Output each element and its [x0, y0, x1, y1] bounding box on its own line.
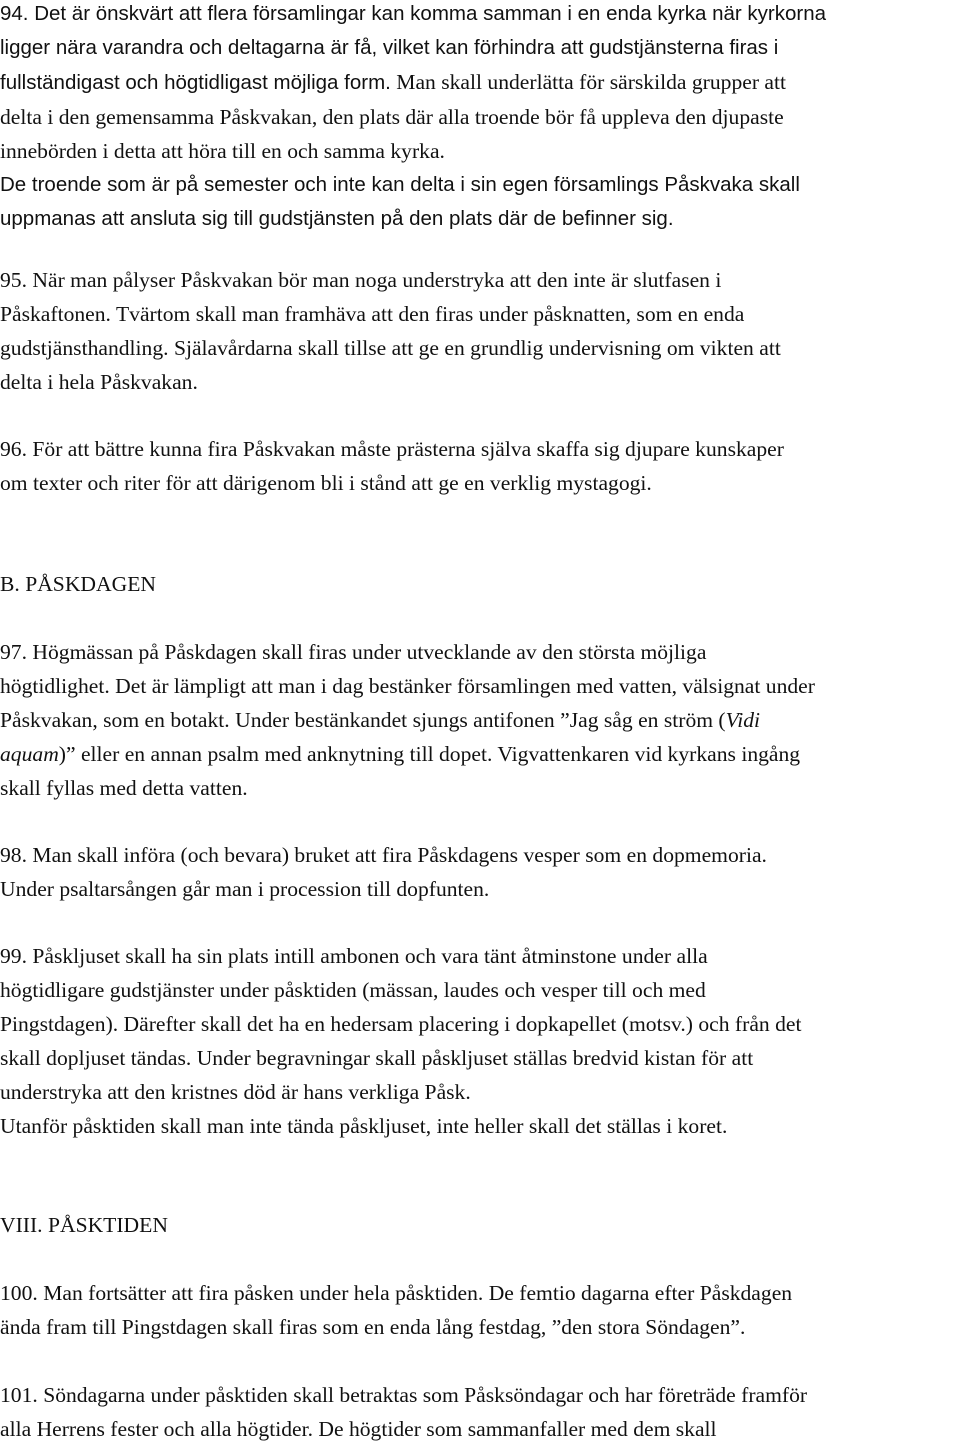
text-line — [0, 737, 815, 771]
italic-text: aquam — [0, 742, 59, 766]
text-line: 95. När man pålyser Påskvakan bör man noga understryka att den inte är slutfasen i — [0, 268, 722, 292]
section-heading-b: B. PÅSKDAGEN — [0, 572, 156, 596]
text-line: högtidligare gudstjänster under påsktiden (mässan, laudes och vesper till och med — [0, 978, 706, 1002]
text-line-serif-part: Man skall underlätta för särskilda grupper att — [390, 70, 787, 94]
text-line: 99. Påskljuset skall ha sin plats intill ambonen och vara tänt åtminstone under alla — [0, 944, 708, 968]
paragraph-96 — [0, 432, 784, 500]
text-line: understryka att den kristnes död är hans verkliga Påsk. — [0, 1080, 471, 1104]
text-run: )” eller en annan psalm med anknytning till dopet. Vigvattenkaren vid kyrkans ingång — [58, 742, 801, 766]
text-line: delta i hela Påskvakan. — [0, 370, 198, 394]
text-line: Pingstdagen). Därefter skall det ha en hedersam placering i dopkapellet (motsv.) och från det — [0, 1012, 802, 1036]
text-line: ända fram till Pingstdagen skall firas som en enda lång festdag, ”den stora Söndagen”. — [0, 1315, 746, 1339]
paragraph-101 — [0, 1378, 807, 1444]
text-line: 100. Man fortsätter att fira påsken under hela påsktiden. De femtio dagarna efter Påskdagen — [0, 1281, 793, 1305]
text-line: gudstjänsthandling. Själavårdarna skall tillse att ge en grundlig undervisning om vikten att — [0, 336, 781, 360]
paragraph-94 — [0, 0, 826, 236]
text-line-sans-part: fullständigast och högtidligast möjliga form. — [0, 71, 391, 94]
paragraph-100 — [0, 1276, 792, 1344]
italic-text: Vidi — [725, 708, 761, 732]
text-line: Utanför påsktiden skall man inte tända påskljuset, inte heller skall det ställas i koret. — [0, 1114, 728, 1138]
text-line: Under psaltarsången går man i procession till dopfunten. — [0, 877, 490, 901]
paragraph-97 — [0, 635, 815, 805]
text-line: högtidlighet. Det är lämpligt att man i dag bestänker församlingen med vatten, välsignat under — [0, 674, 815, 698]
text-line: uppmanas att ansluta sig till gudstjänsten på den plats där de befinner sig. — [0, 207, 674, 230]
text-line: innebörden i detta att höra till en och samma kyrka. — [0, 139, 445, 163]
text-line: 101. Söndagarna under påsktiden skall betraktas som Påsksöndagar och har företräde framför — [0, 1383, 808, 1407]
section-heading-viii: VIII. PÅSKTIDEN — [0, 1213, 168, 1237]
text-line: delta i den gemensamma Påskvakan, den plats där alla troende bör få uppleva den djupaste — [0, 105, 784, 129]
text-line: De troende som är på semester och inte kan delta i sin egen församlings Påskvaka skall — [0, 173, 800, 196]
text-line — [0, 703, 815, 737]
paragraph-99 — [0, 939, 801, 1143]
text-run: Påskvakan, som en botakt. Under bestänkandet sjungs antifonen ”Jag såg en ström ( — [0, 708, 726, 732]
text-line-mixed — [0, 65, 826, 100]
text-line: alla Herrens fester och alla högtider. De högtider som sammanfaller med dem skall — [0, 1417, 717, 1441]
text-line: 94. Det är önskvärt att flera församlingar kan komma samman i en enda kyrka när kyrkorna — [0, 2, 827, 25]
text-line: 98. Man skall införa (och bevara) bruket att fira Påskdagens vesper som en dopmemoria. — [0, 843, 767, 867]
text-line: skall fyllas med detta vatten. — [0, 776, 248, 800]
text-line: ligger nära varandra och deltagarna är få, vilket kan förhindra att gudstjänsterna firas i — [0, 36, 779, 59]
paragraph-98 — [0, 838, 767, 906]
text-line: Påskaftonen. Tvärtom skall man framhäva att den firas under påsknatten, som en enda — [0, 302, 745, 326]
text-line: 97. Högmässan på Påskdagen skall firas under utvecklande av den största möjliga — [0, 640, 707, 664]
text-line: skall dopljuset tändas. Under begravningar skall påskljuset ställas bredvid kistan för att — [0, 1046, 754, 1070]
text-line: om texter och riter för att därigenom bli i stånd att ge en verklig mystagogi. — [0, 471, 652, 495]
text-line: 96. För att bättre kunna fira Påskvakan måste prästerna själva skaffa sig djupare kunskaper — [0, 437, 784, 461]
paragraph-95 — [0, 263, 781, 399]
